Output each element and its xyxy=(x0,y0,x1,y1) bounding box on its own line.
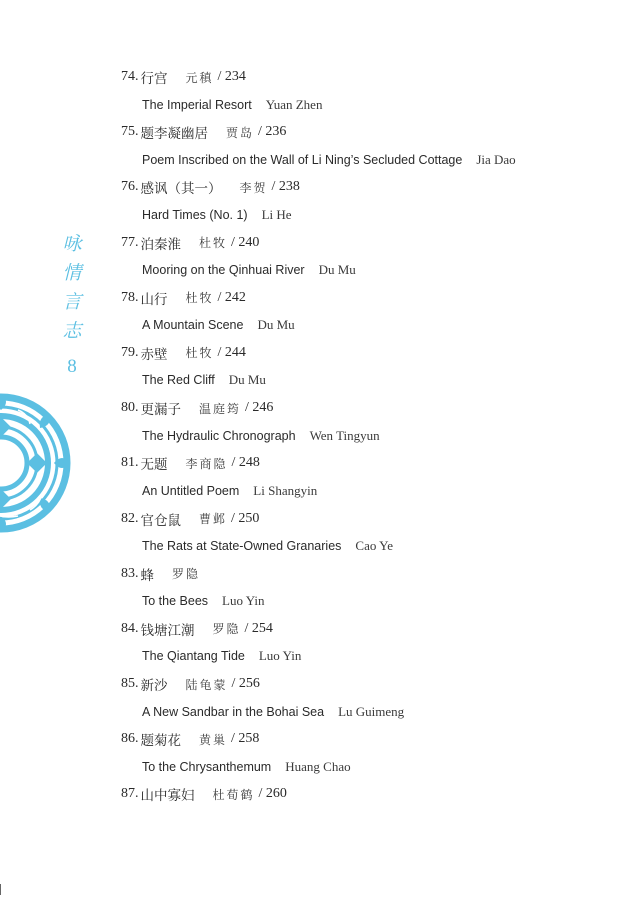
english-title: A New Sandbar in the Bohai Sea xyxy=(142,704,325,719)
toc-chinese-line xyxy=(121,562,621,586)
toc-chinese-line xyxy=(121,396,621,420)
page-reference: / 260 xyxy=(258,786,287,802)
chinese-author: 李贺 xyxy=(239,180,268,195)
english-author: Wen Tingyun xyxy=(309,427,380,443)
chinese-author: 罗隐 xyxy=(172,567,201,582)
toc-entry[interactable] xyxy=(121,120,621,175)
toc-entry[interactable] xyxy=(121,562,621,617)
toc-entry[interactable] xyxy=(121,341,621,396)
entry-number: 85. xyxy=(121,676,139,692)
toc-entry[interactable] xyxy=(121,231,621,286)
entry-number: 81. xyxy=(121,455,139,471)
page-reference: / 242 xyxy=(217,289,246,305)
english-title: To the Chrysanthemum xyxy=(142,759,272,774)
chinese-title: 官仓鼠 xyxy=(140,512,181,529)
chinese-title: 山中寡妇 xyxy=(140,788,195,805)
side-title-char: 言 xyxy=(62,291,82,313)
chinese-author: 曹邺 xyxy=(199,512,228,526)
english-author: Luo Yin xyxy=(222,593,265,609)
chinese-author: 杜牧 xyxy=(199,236,228,251)
chinese-author: 黄巢 xyxy=(199,732,228,747)
entry-number: 75. xyxy=(121,124,139,140)
entry-number: 78. xyxy=(121,289,139,305)
page-reference: / 246 xyxy=(245,400,274,416)
english-author: Lu Guimeng xyxy=(338,703,405,719)
chinese-author: 李商隐 xyxy=(185,456,228,471)
entry-number: 87. xyxy=(121,786,139,802)
english-author: Yuan Zhen xyxy=(265,96,323,112)
english-title: The Qiantang Tide xyxy=(142,649,245,664)
toc-english-line xyxy=(121,531,621,562)
english-author: Jia Dao xyxy=(476,151,516,167)
crop-mark xyxy=(0,884,1,895)
english-author: Du Mu xyxy=(228,372,266,388)
english-title: An Untitled Poem xyxy=(142,483,240,498)
english-title: To the Bees xyxy=(142,594,209,609)
page-reference: / 256 xyxy=(231,676,260,692)
chinese-title: 蜂 xyxy=(140,567,154,584)
toc-chinese-line xyxy=(121,120,621,144)
side-title-char: 情 xyxy=(62,262,82,284)
toc-chinese-line xyxy=(121,231,621,255)
entry-number: 79. xyxy=(121,344,139,360)
entry-number: 77. xyxy=(121,234,139,250)
toc-chinese-line xyxy=(121,451,621,475)
english-author: Li He xyxy=(261,206,292,222)
entry-number: 84. xyxy=(121,620,139,636)
toc-entry[interactable] xyxy=(121,65,621,120)
toc-entry[interactable] xyxy=(121,451,621,506)
page-reference: / 248 xyxy=(231,455,260,471)
chinese-author: 杜牧 xyxy=(185,291,214,306)
entry-number: 83. xyxy=(121,565,139,581)
chinese-author: 元稹 xyxy=(185,70,214,85)
chinese-title: 新沙 xyxy=(140,678,168,695)
side-title-char: 志 xyxy=(62,320,82,342)
chinese-author: 罗隐 xyxy=(212,622,241,637)
chinese-title: 行宫 xyxy=(140,71,168,87)
english-title: Poem Inscribed on the Wall of Li Ning’s Secluded Cottage xyxy=(142,152,463,167)
english-title: A Mountain Scene xyxy=(142,318,244,333)
toc-entry[interactable] xyxy=(121,672,621,727)
page-reference: / 244 xyxy=(217,344,246,360)
toc-entry[interactable] xyxy=(121,617,621,672)
page-reference: / 236 xyxy=(258,124,287,140)
chinese-title: 赤壁 xyxy=(140,346,168,363)
chinese-author: 温庭筠 xyxy=(199,401,242,416)
english-title: The Hydraulic Chronograph xyxy=(142,428,296,443)
entry-number: 82. xyxy=(121,510,139,526)
english-author: Du Mu xyxy=(318,262,356,278)
chinese-author: 贾岛 xyxy=(226,125,255,140)
toc-entry[interactable] xyxy=(121,396,621,451)
toc-entry[interactable] xyxy=(121,727,621,782)
chinese-title: 山行 xyxy=(140,291,168,308)
toc-english-line xyxy=(121,751,621,782)
chinese-title: 题李凝幽居 xyxy=(140,126,208,143)
page-reference: / 254 xyxy=(244,620,273,636)
toc-english-line xyxy=(121,199,621,230)
entry-number: 74. xyxy=(121,69,139,84)
english-title: Mooring on the Qinhuai River xyxy=(142,263,305,278)
toc-chinese-line xyxy=(121,727,621,751)
toc-english-line xyxy=(121,89,621,120)
chinese-title: 题菊花 xyxy=(140,733,181,750)
toc-english-line xyxy=(121,310,621,341)
toc-english-line xyxy=(121,420,621,451)
side-title-char: 咏 xyxy=(62,233,82,255)
english-author: Du Mu xyxy=(257,317,295,333)
english-title: Hard Times (No. 1) xyxy=(142,207,248,222)
page-reference: / 250 xyxy=(231,510,260,526)
toc-entry[interactable] xyxy=(121,507,621,562)
page-reference: / 234 xyxy=(217,69,246,84)
page-reference: / 240 xyxy=(231,234,260,250)
chinese-title: 无题 xyxy=(140,457,168,474)
chinese-title: 泊秦淮 xyxy=(140,236,181,253)
page-reference: / 258 xyxy=(231,731,260,747)
toc-english-line xyxy=(121,696,621,727)
english-author: Cao Ye xyxy=(355,538,393,553)
toc-chinese-line xyxy=(121,507,621,531)
chinese-title: 更漏子 xyxy=(140,402,181,419)
toc-chinese-line xyxy=(121,782,621,806)
entry-number: 86. xyxy=(121,731,139,747)
page-number: 8 xyxy=(67,356,77,377)
chinese-author: 杜荀鹤 xyxy=(212,787,255,802)
chinese-title: 钱塘江潮 xyxy=(140,622,195,639)
english-title: The Rats at State-Owned Granaries xyxy=(142,539,342,553)
toc-entry[interactable] xyxy=(121,175,621,230)
toc-english-line xyxy=(121,365,621,396)
chinese-title: 感讽（其一） xyxy=(140,181,222,198)
toc-chinese-line xyxy=(121,175,621,199)
toc-entry[interactable] xyxy=(121,782,621,837)
table-of-contents xyxy=(121,65,621,838)
toc-chinese-line xyxy=(121,341,621,365)
toc-entry[interactable] xyxy=(121,286,621,341)
english-author: Luo Yin xyxy=(258,648,302,664)
entry-number: 76. xyxy=(121,179,139,195)
chinese-author: 杜牧 xyxy=(185,346,214,361)
toc-english-line xyxy=(121,586,621,617)
toc-chinese-line xyxy=(121,672,621,696)
toc-chinese-line xyxy=(121,286,621,310)
chinese-author: 陆龟蒙 xyxy=(185,677,228,692)
side-title xyxy=(59,230,85,378)
toc-english-line xyxy=(121,641,621,672)
toc-english-line xyxy=(121,144,621,175)
toc-english-line xyxy=(121,255,621,286)
english-author: Huang Chao xyxy=(285,758,351,774)
toc-chinese-line xyxy=(121,65,621,89)
toc-english-line xyxy=(121,475,621,506)
english-author: Li Shangyin xyxy=(253,482,318,498)
decorative-medallion-icon xyxy=(0,392,72,534)
page-reference: / 238 xyxy=(271,179,300,195)
english-title: The Red Cliff xyxy=(142,373,215,388)
entry-number: 80. xyxy=(121,400,139,416)
toc-chinese-line xyxy=(121,617,621,641)
english-title: The Imperial Resort xyxy=(142,97,252,112)
